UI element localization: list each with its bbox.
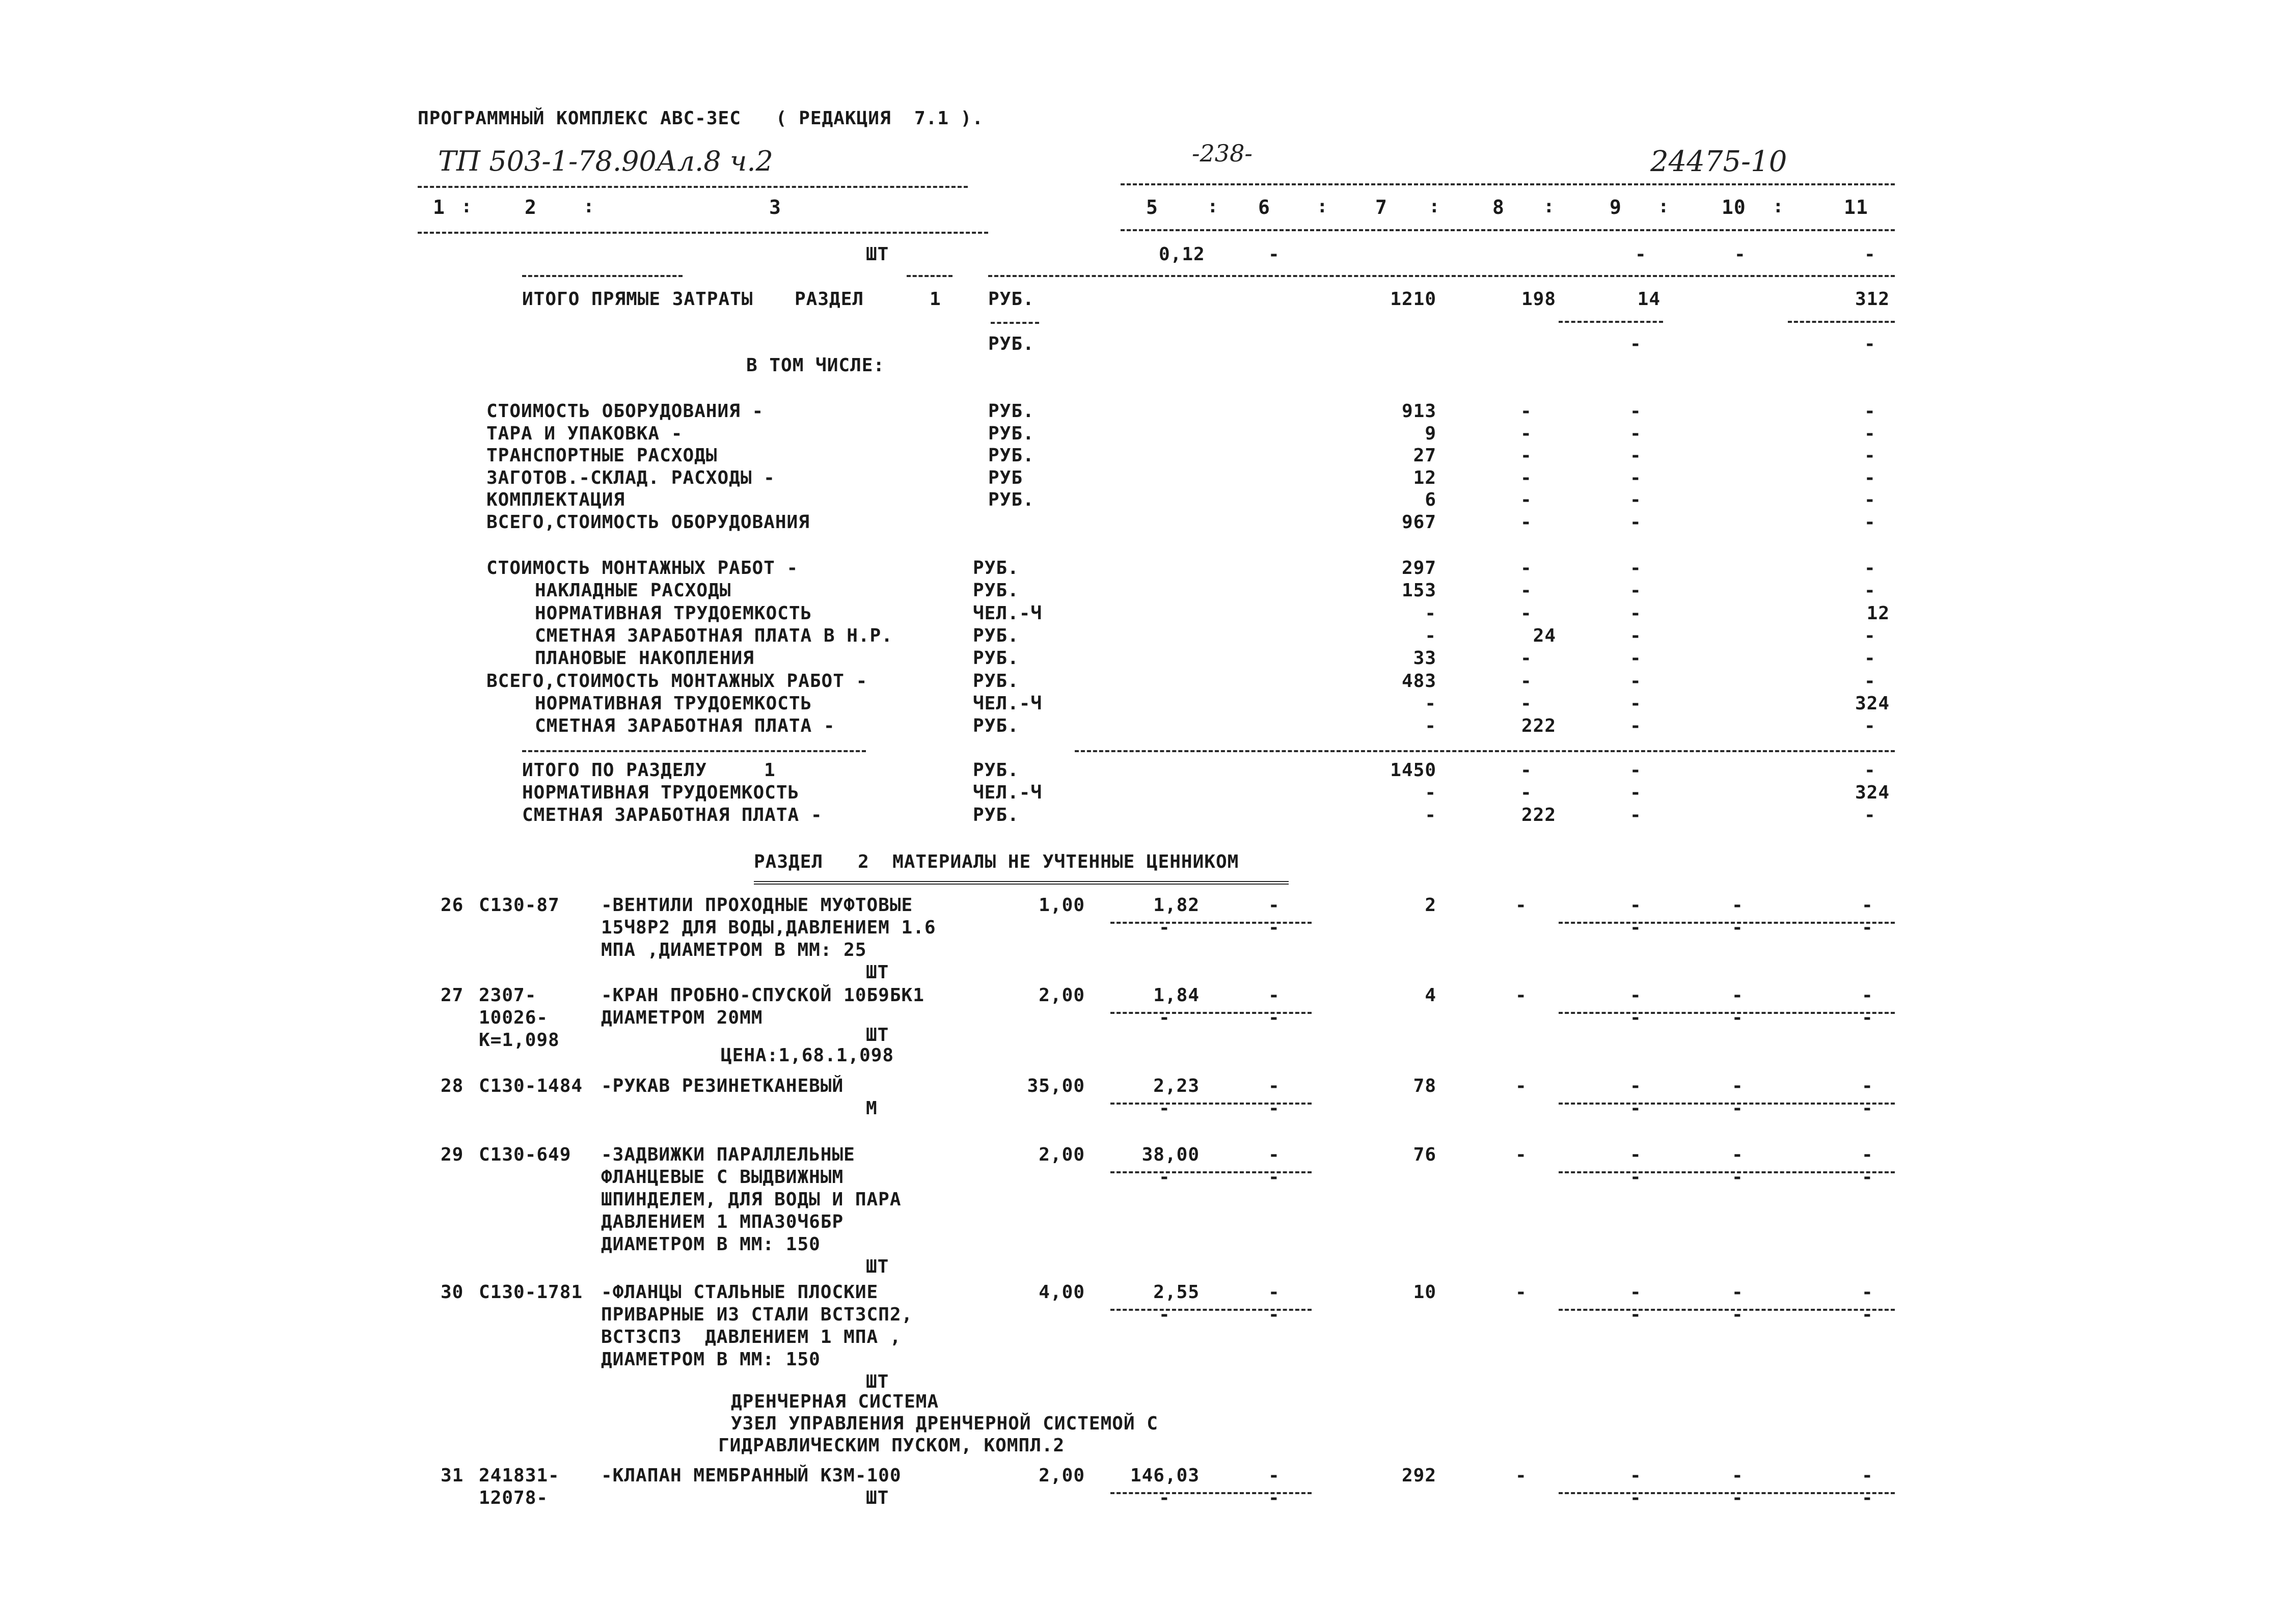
column-separator: : <box>1317 196 1328 217</box>
item-description: -РУКАВ РЕЗИНЕТКАНЕВЫЙ <box>601 1076 844 1096</box>
value-col9: - <box>1630 782 1642 803</box>
dashed-rule <box>522 750 866 752</box>
column-header-3: 3 <box>769 196 781 218</box>
value-col8: - <box>1520 693 1532 714</box>
value-col8: - <box>1515 895 1527 916</box>
item-price: 1,84 <box>1153 985 1200 1006</box>
value-col8: 198 <box>1521 289 1556 310</box>
section-label: РАЗДЕЛ <box>795 289 864 310</box>
equipment-label: ТАРА И УПАКОВКА - <box>486 423 683 444</box>
dash: - <box>1862 917 1873 938</box>
dash: - <box>1159 1304 1171 1325</box>
value-col5: 0,12 <box>1159 244 1205 265</box>
value-col9: - <box>1630 1144 1642 1165</box>
item-qty: 2,00 <box>1039 1465 1085 1486</box>
value-col9: - <box>1630 511 1642 533</box>
value-col7: - <box>1425 782 1436 803</box>
value-col6: - <box>1268 1465 1280 1486</box>
unit: РУБ. <box>973 760 1019 781</box>
item-number: 29 <box>441 1144 464 1165</box>
value-col11: - <box>1864 648 1876 669</box>
item-number: 30 <box>441 1282 464 1303</box>
value-col11: - <box>1864 244 1876 265</box>
item-description: ФЛАНЦЕВЫЕ С ВЫДВИЖНЫМ <box>601 1167 844 1188</box>
dash: - <box>1268 917 1280 938</box>
mounting-label: НАКЛАДНЫЕ РАСХОДЫ <box>535 580 731 601</box>
item-unit: М <box>866 1098 878 1119</box>
value-col11: 312 <box>1855 289 1890 310</box>
section-total-label: СМЕТНАЯ ЗАРАБОТНАЯ ПЛАТА - <box>522 805 823 825</box>
subsection-heading: ДРЕНЧЕРНАЯ СИСТЕМА <box>731 1391 939 1412</box>
unit: РУБ. <box>988 445 1035 466</box>
value-col7: 76 <box>1413 1144 1436 1165</box>
column-header-1: 1 <box>433 196 445 218</box>
value-col11: - <box>1864 445 1876 466</box>
dash: - <box>1268 1304 1280 1325</box>
value-col11: - <box>1862 895 1873 916</box>
value-col9: - <box>1630 334 1642 354</box>
value-col11: - <box>1864 467 1876 488</box>
unit: РУБ. <box>988 423 1035 444</box>
item-price: 1,82 <box>1153 895 1200 916</box>
column-header-11: 11 <box>1844 196 1868 218</box>
item-code: С130-1781 <box>479 1282 583 1303</box>
item-description: МПА ,ДИАМЕТРОМ В ММ: 25 <box>601 940 867 960</box>
column-separator: : <box>1773 196 1784 217</box>
value-col11: - <box>1864 558 1876 579</box>
item-price: 2,23 <box>1153 1076 1200 1096</box>
value-col7: 913 <box>1401 401 1436 422</box>
dash: - <box>1630 1007 1642 1028</box>
value-col11: - <box>1864 715 1876 737</box>
dashed-rule <box>1110 1103 1312 1105</box>
column-separator: : <box>1543 196 1555 217</box>
column-header-6: 6 <box>1258 196 1270 218</box>
item-description: ШПИНДЕЛЕМ, ДЛЯ ВОДЫ И ПАРА <box>601 1189 902 1210</box>
dashed-rule <box>988 275 1895 277</box>
value-col11: - <box>1864 401 1876 422</box>
value-col8: - <box>1520 760 1532 781</box>
item-code: 241831- <box>479 1465 560 1486</box>
itogo-direct-label: ИТОГО ПРЯМЫЕ ЗАТРАТЫ <box>522 289 753 310</box>
value-col9: - <box>1630 715 1642 737</box>
value-col6: - <box>1268 1144 1280 1165</box>
dashed-rule <box>1075 750 1895 752</box>
value-col8: - <box>1515 985 1527 1006</box>
value-col8: - <box>1520 602 1532 624</box>
value-col11: - <box>1864 511 1876 533</box>
value-col7: 33 <box>1413 648 1436 669</box>
dash: - <box>1732 1007 1744 1028</box>
value-col6: - <box>1268 895 1280 916</box>
value-col11: - <box>1862 1144 1873 1165</box>
item-number: 31 <box>441 1465 464 1486</box>
value-col9: - <box>1630 805 1642 825</box>
value-col6: - <box>1268 1076 1280 1096</box>
value-col9: - <box>1630 489 1642 510</box>
dash: - <box>1159 917 1171 938</box>
value-col8: - <box>1515 1076 1527 1096</box>
item-code: 10026- <box>479 1007 549 1028</box>
equipment-label: СТОИМОСТЬ ОБОРУДОВАНИЯ - <box>486 401 764 422</box>
item-code: С130-649 <box>479 1144 572 1165</box>
dash: - <box>1268 1488 1280 1508</box>
value-col7: 10 <box>1413 1282 1436 1303</box>
value-col7: 4 <box>1425 985 1436 1006</box>
item-unit: ШТ <box>866 1488 889 1508</box>
dashed-rule <box>1559 1171 1895 1173</box>
value-col6: - <box>1268 985 1280 1006</box>
unit: ЧЕЛ.-Ч <box>973 602 1043 624</box>
mounting-label: СМЕТНАЯ ЗАРАБОТНАЯ ПЛАТА - <box>535 715 835 737</box>
item-unit: ШТ <box>866 1256 889 1277</box>
value-col7: - <box>1425 602 1436 624</box>
value-col11: - <box>1864 670 1876 692</box>
value-col10: - <box>1732 1076 1744 1096</box>
unit: РУБ. <box>988 489 1035 510</box>
value-col9: - <box>1630 467 1642 488</box>
value-col8: - <box>1515 1144 1527 1165</box>
value-col10: - <box>1732 1465 1744 1486</box>
column-separator: : <box>1429 196 1440 217</box>
value-col7: 9 <box>1425 423 1436 444</box>
dashed-rule <box>1121 183 1895 185</box>
value-col10: - <box>1732 895 1744 916</box>
value-col7: 27 <box>1413 445 1436 466</box>
value-col11: - <box>1862 1465 1873 1486</box>
value-col11: - <box>1864 423 1876 444</box>
value-col10: - <box>1734 244 1746 265</box>
project-code: ТП 503-1-78.90Ал.8 ч.2 <box>438 145 773 177</box>
value-col7: 483 <box>1401 670 1436 692</box>
program-header: ПРОГРАММНЫЙ КОМПЛЕКС АВС-3ЕС ( РЕДАКЦИЯ 7.1 ). <box>418 108 984 129</box>
item-note: ЦЕНА:1,68.1,098 <box>721 1045 894 1066</box>
item-number: 26 <box>441 895 464 916</box>
item-code: 2307- <box>479 985 537 1006</box>
item-description: -ЗАДВИЖКИ ПАРАЛЛЕЛЬНЫЕ <box>601 1144 855 1165</box>
value-col7: - <box>1425 625 1436 646</box>
value-col9: - <box>1630 580 1642 601</box>
dash: - <box>1268 1167 1280 1188</box>
value-col9: - <box>1635 244 1647 265</box>
value-col11: 324 <box>1855 693 1890 714</box>
dashed-rule <box>1110 1171 1312 1173</box>
column-separator: : <box>461 196 473 217</box>
value-col9: - <box>1630 445 1642 466</box>
dashed-rule <box>1559 922 1895 924</box>
column-header-5: 5 <box>1146 196 1158 218</box>
item-qty: 4,00 <box>1039 1282 1085 1303</box>
value-col8: 222 <box>1521 715 1556 737</box>
unit: РУБ. <box>988 401 1035 422</box>
item-qty: 1,00 <box>1039 895 1085 916</box>
column-header-10: 10 <box>1722 196 1746 218</box>
dash: - <box>1159 1167 1171 1188</box>
dash: - <box>1630 917 1642 938</box>
item-qty: 2,00 <box>1039 985 1085 1006</box>
value-col9: - <box>1630 985 1642 1006</box>
value-col8: - <box>1520 782 1532 803</box>
dash: - <box>1732 1488 1744 1508</box>
dash: - <box>1159 1007 1171 1028</box>
value-col11: - <box>1864 805 1876 825</box>
value-col7: 6 <box>1425 489 1436 510</box>
item-description: ВСТ3СП3 ДАВЛЕНИЕМ 1 МПА , <box>601 1327 902 1347</box>
value-col8: - <box>1520 401 1532 422</box>
page-number: -238- <box>1192 140 1253 167</box>
value-col8: 222 <box>1521 805 1556 825</box>
equipment-label: ТРАНСПОРТНЫЕ РАСХОДЫ <box>486 445 718 466</box>
unit: ЧЕЛ.-Ч <box>973 782 1043 803</box>
value-col11: - <box>1862 1282 1873 1303</box>
column-separator: : <box>583 196 595 217</box>
value-col11: - <box>1864 489 1876 510</box>
dashed-rule <box>1559 1012 1895 1014</box>
dash: - <box>1732 1304 1744 1325</box>
dash: - <box>1630 1098 1642 1119</box>
unit: РУБ. <box>988 334 1035 354</box>
dash: - <box>1862 1304 1873 1325</box>
dashed-rule <box>1559 1103 1895 1105</box>
section-total-label: ИТОГО ПО РАЗДЕЛУ <box>522 760 707 781</box>
value-col9: 14 <box>1637 289 1661 310</box>
value-col10: - <box>1732 1144 1744 1165</box>
mounting-label: ВСЕГО,СТОИМОСТЬ МОНТАЖНЫХ РАБОТ - <box>486 670 868 692</box>
dash: - <box>1268 1098 1280 1119</box>
value-col9: - <box>1630 1465 1642 1486</box>
dashed-rule <box>1110 922 1312 924</box>
dashed-rule <box>907 275 953 277</box>
mounting-label: НОРМАТИВНАЯ ТРУДОЕМКОСТЬ <box>535 693 812 714</box>
value-col8: 24 <box>1533 625 1556 646</box>
dashed-rule <box>1559 1492 1895 1494</box>
value-col8: - <box>1520 558 1532 579</box>
dashed-rule <box>522 275 683 277</box>
document-number: 24475-10 <box>1650 145 1787 178</box>
section-number: 1 <box>930 289 941 310</box>
value-col9: - <box>1630 558 1642 579</box>
value-col9: - <box>1630 401 1642 422</box>
value-col7: 1210 <box>1390 289 1436 310</box>
unit: РУБ. <box>973 648 1019 669</box>
column-header-7: 7 <box>1375 196 1387 218</box>
value-col9: - <box>1630 760 1642 781</box>
subsection-heading: УЗЕЛ УПРАВЛЕНИЯ ДРЕНЧЕРНОЙ СИСТЕМОЙ С <box>731 1413 1158 1434</box>
mounting-label: НОРМАТИВНАЯ ТРУДОЕМКОСТЬ <box>535 602 812 624</box>
dash: - <box>1159 1488 1171 1508</box>
dashed-rule <box>418 232 988 234</box>
item-description: -ВЕНТИЛИ ПРОХОДНЫЕ МУФТОВЫЕ <box>601 895 913 916</box>
value-col11: - <box>1864 625 1876 646</box>
value-col8: - <box>1520 511 1532 533</box>
item-description: ДАВЛЕНИЕМ 1 МПА30Ч6БР <box>601 1212 844 1232</box>
dash: - <box>1630 1167 1642 1188</box>
unit: РУБ. <box>973 580 1019 601</box>
item-qty: 35,00 <box>1027 1076 1085 1096</box>
value-col11: - <box>1862 985 1873 1006</box>
value-col9: - <box>1630 625 1642 646</box>
dash: - <box>1732 1098 1744 1119</box>
value-col11: 12 <box>1866 602 1890 624</box>
value-col7: 2 <box>1425 895 1436 916</box>
item-unit: ШТ <box>866 1371 889 1392</box>
dashed-rule <box>418 186 968 188</box>
dashed-rule <box>991 322 1039 324</box>
value-col7: 292 <box>1401 1465 1436 1486</box>
equipment-label: ЗАГОТОВ.-СКЛАД. РАСХОДЫ - <box>486 467 775 488</box>
column-header-2: 2 <box>525 196 537 218</box>
value-col9: - <box>1630 1282 1642 1303</box>
item-description: -КРАН ПРОБНО-СПУСКОЙ 10Б9БК1 <box>601 985 924 1006</box>
item-description: ПРИВАРНЫЕ ИЗ СТАЛИ ВСТ3СП2, <box>601 1304 913 1325</box>
dash: - <box>1862 1007 1873 1028</box>
column-header-8: 8 <box>1492 196 1505 218</box>
value-col7: 153 <box>1401 580 1436 601</box>
unit: РУБ. <box>973 558 1019 579</box>
value-col9: - <box>1630 1076 1642 1096</box>
item-qty: 2,00 <box>1039 1144 1085 1165</box>
value-col9: - <box>1630 423 1642 444</box>
value-col8: - <box>1520 489 1532 510</box>
item-description: -ФЛАНЦЫ СТАЛЬНЫЕ ПЛОСКИЕ <box>601 1282 879 1303</box>
item-number: 28 <box>441 1076 464 1096</box>
item-code: 12078- <box>479 1488 549 1508</box>
unit: ЧЕЛ.-Ч <box>973 693 1043 714</box>
value-col7: - <box>1425 805 1436 825</box>
unit: РУБ. <box>973 715 1019 737</box>
double-rule <box>754 881 1289 885</box>
value-col7: - <box>1425 715 1436 737</box>
value-col10: - <box>1732 985 1744 1006</box>
value-col8: - <box>1515 1465 1527 1486</box>
equipment-label: КОМПЛЕКТАЦИЯ <box>486 489 625 510</box>
value-col6: - <box>1268 1282 1280 1303</box>
dash: - <box>1268 1007 1280 1028</box>
item-description: ДИАМЕТРОМ В ММ: 150 <box>601 1349 821 1370</box>
column-header-9: 9 <box>1610 196 1622 218</box>
section-number: 1 <box>764 760 776 781</box>
section-total-label: НОРМАТИВНАЯ ТРУДОЕМКОСТЬ <box>522 782 800 803</box>
value-col11: - <box>1864 760 1876 781</box>
dash: - <box>1862 1098 1873 1119</box>
dash: - <box>1862 1488 1873 1508</box>
value-col9: - <box>1630 693 1642 714</box>
value-col10: - <box>1732 1282 1744 1303</box>
dash: - <box>1732 917 1744 938</box>
dash: - <box>1732 1167 1744 1188</box>
mounting-label: СМЕТНАЯ ЗАРАБОТНАЯ ПЛАТА В Н.Р. <box>535 625 893 646</box>
item-description: ДИАМЕТРОМ В ММ: 150 <box>601 1234 821 1255</box>
value-col11: - <box>1862 1076 1873 1096</box>
unit: РУБ. <box>973 625 1019 646</box>
mounting-label: ПЛАНОВЫЕ НАКОПЛЕНИЯ <box>535 648 754 669</box>
column-separator: : <box>1207 196 1219 217</box>
value-col8: - <box>1520 648 1532 669</box>
item-description: 15Ч8Р2 ДЛЯ ВОДЫ,ДАВЛЕНИЕМ 1.6 <box>601 917 936 938</box>
value-col7: 78 <box>1413 1076 1436 1096</box>
dashed-rule <box>1559 1309 1895 1311</box>
item-code: С130-87 <box>479 895 560 916</box>
item-price: 146,03 <box>1130 1465 1200 1486</box>
value-col7: 12 <box>1413 467 1436 488</box>
unit: ШТ <box>866 244 889 265</box>
value-col9: - <box>1630 895 1642 916</box>
unit: РУБ. <box>988 289 1035 310</box>
value-col11: - <box>1864 334 1876 354</box>
value-col9: - <box>1630 602 1642 624</box>
value-col7: - <box>1425 693 1436 714</box>
dash: - <box>1862 1167 1873 1188</box>
in-that-number: В ТОМ ЧИСЛЕ: <box>746 355 885 376</box>
value-col9: - <box>1630 648 1642 669</box>
item-price: 2,55 <box>1153 1282 1200 1303</box>
subsection-heading: ГИДРАВЛИЧЕСКИМ ПУСКОМ, КОМПЛ.2 <box>718 1435 1065 1456</box>
value-col8: - <box>1520 670 1532 692</box>
value-col7: 967 <box>1401 511 1436 533</box>
item-unit: ШТ <box>866 1025 889 1045</box>
unit: РУБ. <box>973 805 1019 825</box>
dashed-rule <box>1788 321 1895 323</box>
value-col8: - <box>1520 445 1532 466</box>
value-col7: 297 <box>1401 558 1436 579</box>
unit: РУБ. <box>973 670 1019 692</box>
item-description: ДИАМЕТРОМ 20ММ <box>601 1007 763 1028</box>
item-number: 27 <box>441 985 464 1006</box>
value-col11: 324 <box>1855 782 1890 803</box>
value-col8: - <box>1515 1282 1527 1303</box>
unit: РУБ <box>988 467 1023 488</box>
equipment-label: ВСЕГО,СТОИМОСТЬ ОБОРУДОВАНИЯ <box>486 511 810 533</box>
item-description: -КЛАПАН МЕМБРАННЫЙ КЗМ-100 <box>601 1465 902 1486</box>
item-price: 38,00 <box>1141 1144 1200 1165</box>
item-code: К=1,098 <box>479 1030 560 1051</box>
value-col7: 1450 <box>1390 760 1436 781</box>
dashed-rule <box>1110 1012 1312 1014</box>
dashed-rule <box>1121 229 1895 231</box>
dash: - <box>1159 1098 1171 1119</box>
mounting-label: СТОИМОСТЬ МОНТАЖНЫХ РАБОТ - <box>486 558 799 579</box>
value-col6: - <box>1268 244 1280 265</box>
dash: - <box>1630 1488 1642 1508</box>
value-col11: - <box>1864 580 1876 601</box>
value-col9: - <box>1630 670 1642 692</box>
value-col8: - <box>1520 423 1532 444</box>
dashed-rule <box>1110 1309 1312 1311</box>
item-unit: ШТ <box>866 962 889 983</box>
value-col8: - <box>1520 580 1532 601</box>
section-2-title: РАЗДЕЛ 2 МАТЕРИАЛЫ НЕ УЧТЕННЫЕ ЦЕННИКОМ <box>754 851 1239 872</box>
dashed-rule <box>1559 321 1663 323</box>
column-separator: : <box>1658 196 1670 217</box>
value-col8: - <box>1520 467 1532 488</box>
dash: - <box>1630 1304 1642 1325</box>
dashed-rule <box>1110 1492 1312 1494</box>
item-code: С130-1484 <box>479 1076 583 1096</box>
